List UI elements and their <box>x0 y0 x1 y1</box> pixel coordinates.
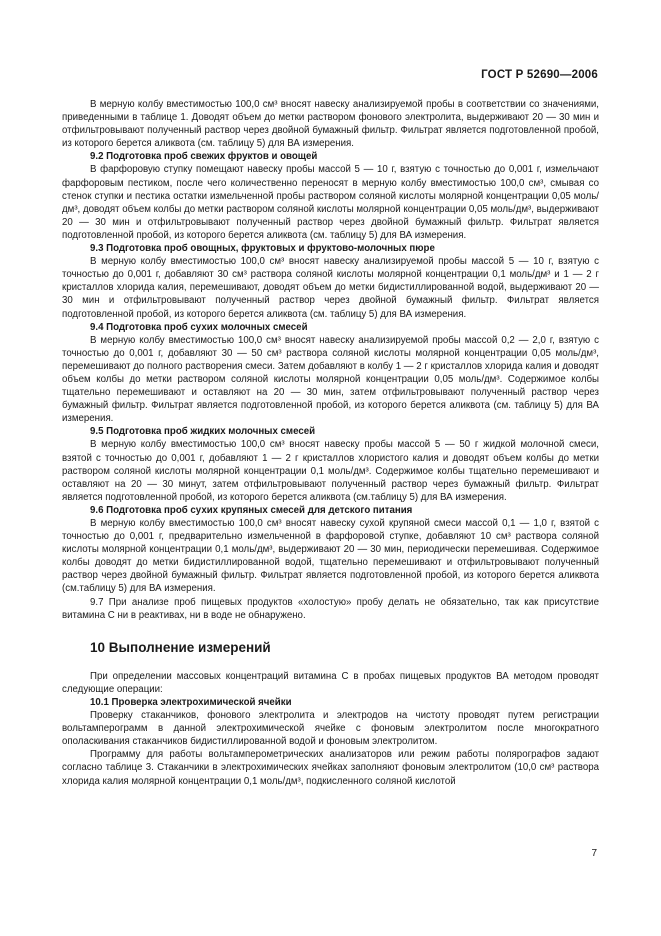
paragraph: В мерную колбу вместимостью 100,0 см³ вносят навеску анализируемой пробы в соответствии со значениями, приведенными в таблице 1. Доводят объем до метки раствором фонового электролита, выдерживают 20 — 30 мин и отфильтровывают полученный раствор через двойной бумажный фильтр. Фильтрат является подготовленной пробой, из которого берется аликвота (см. таблицу 5) для ВА измерения. <box>62 99 599 150</box>
paragraph: Программу для работы вольтамперометрических анализаторов или режим работы полярографов задают согласно таблице 3. Стаканчики в электрохимических ячейках заполняют фоновым электролитом (10,0 см³ раствора хлорида калия молярной концентрации 0,1 моль/дм³, подкисленного соляной кислотой <box>62 749 599 787</box>
document-code: ГОСТ Р 52690—2006 <box>481 69 598 81</box>
paragraph: Проверку стаканчиков, фонового электролита и электродов на чистоту проводят путем регистрации вольтамперограмм в данной электрохимической ячейке с фоновым электролитом после многократного ополаскивания стаканчиков бидистиллированной водой и фоновым электролитом. <box>62 710 599 748</box>
paragraph: 9.7 При анализе проб пищевых продуктов «холостую» пробу делать не обязательно, так как присутствие витамина С ни в реактивах, ни в воде не обнаружено. <box>62 596 599 621</box>
page-number: 7 <box>591 848 597 859</box>
section-heading: 9.6 Подготовка проб сухих крупяных смесей для детского питания <box>90 504 413 516</box>
paragraph: При определении массовых концентраций витамина С в пробах пищевых продуктов ВА методом проводят следующие операции: <box>62 670 599 695</box>
chapter-heading: 10 Выполнение измерений <box>90 639 271 655</box>
section-heading: 9.4 Подготовка проб сухих молочных смесей <box>90 321 308 333</box>
section-heading: 9.5 Подготовка проб жидких молочных смесей <box>90 426 316 438</box>
paragraph: В мерную колбу вместимостью 100,0 см³ вносят навеску анализируемой пробы массой 0,2 — 2,0 г, взятую с точностью до 0,001 г, добавляют 30 — 50 см³ раствора соляной кислоты молярной концентрации 0,05 моль/дм³, перемешивают до полного растворения смеси. Затем добавляют в колбу 1 — 2 г кристаллов хлорида калия и доводят объем колбы до метки раствором соляной кислоты молярной концентрации 0,05 моль/дм³. Содержимое колбы тщательно перемешивают и оставляют на 20 — 30 мин, затем отфильтровывают полученный раствор через бумажный фильтр. Фильтрат является подготовленной пробой, из которого берется аликвота (см. таблицу 5) для ВА измерения. <box>62 334 599 425</box>
section-heading: 10.1 Проверка электрохимической ячейки <box>90 696 292 708</box>
section-heading: 9.2 Подготовка проб свежих фруктов и овощей <box>90 151 318 163</box>
paragraph: В фарфоровую ступку помещают навеску пробы массой 5 — 10 г, взятую с точностью до 0,001 г, измельчают фарфоровым пестиком, после чего количественно переносят в мерную колбу вместимостью 100,0 см³, смывая со стенок ступки и пестика остатки измельченной пробы раствором соляной кислоты молярной концентрации 0,05 моль/дм³, доводят объем колбы до метки раствором соляной кислоты молярной концентрации 0,05 моль/дм³, выдерживают 20 — 30 мин и отфильтровывают полученный раствор через двойной бумажный фильтр. Фильтрат является подготовленной пробой, из которого берется аликвота (см. таблицу 5) для ВА измерения. <box>62 164 599 241</box>
section-heading: 9.3 Подготовка проб овощных, фруктовых и фруктово-молочных пюре <box>90 243 435 255</box>
document-body <box>62 98 599 788</box>
paragraph: В мерную колбу вместимостью 100,0 см³ вносят навеску пробы массой 5 — 50 г жидкой молочной смеси, взятой с точностью до 0,001 г, добавляют 1 — 2 г кристаллов хлористого калия и доводят объем колбы до метки раствором соляной кислоты молярной концентрации 0,1 моль/дм³. Содержимое колбы тщательно перемешивают и оставляют на 20 — 30 минут, затем отфильтровывают полученный раствор через бумажный фильтр. Фильтрат является подготовленной пробой, из которого берется аликвота (см.таблицу 5) для ВА измерения. <box>62 439 599 503</box>
paragraph: В мерную колбу вместимостью 100,0 см³ вносят навеску сухой крупяной смеси массой 0,1 — 1,0 г, взятой с точностью до 0,001 г, предварительно измельченной в фарфоровой ступке, добавляют 10 см³ раствора соляной кислоты молярной концентрации 0,1 моль/дм³, выдерживают 20 — 30 мин, периодически перемешивая. Содержимое колбы доводят до метки бидистиллированной водой, тщательно перемешивают и отфильтровывают полученный раствор через двойной бумажный фильтр. Фильтрат является подготовленной пробой, из которого берется аликвота (см.таблицу 5) для ВА измерения. <box>62 518 599 595</box>
paragraph: В мерную колбу вместимостью 100,0 см³ вносят навеску анализируемой пробы массой 5 — 10 г, взятую с точностью до 0,001 г, добавляют 30 см³ раствора соляной кислоты молярной концентрации 0,1 моль/дм³ и 1 — 2 г кристаллов хлорида калия, перемешивают, доводят объем до метки бидистиллированной водой, выдерживают 20 — 30 мин и отфильтровывают полученный раствор через двойной бумажный фильтр. Фильтрат является подготовленной пробой, из которого берется аликвота (см. таблицу 5) для ВА измерения. <box>62 256 599 320</box>
